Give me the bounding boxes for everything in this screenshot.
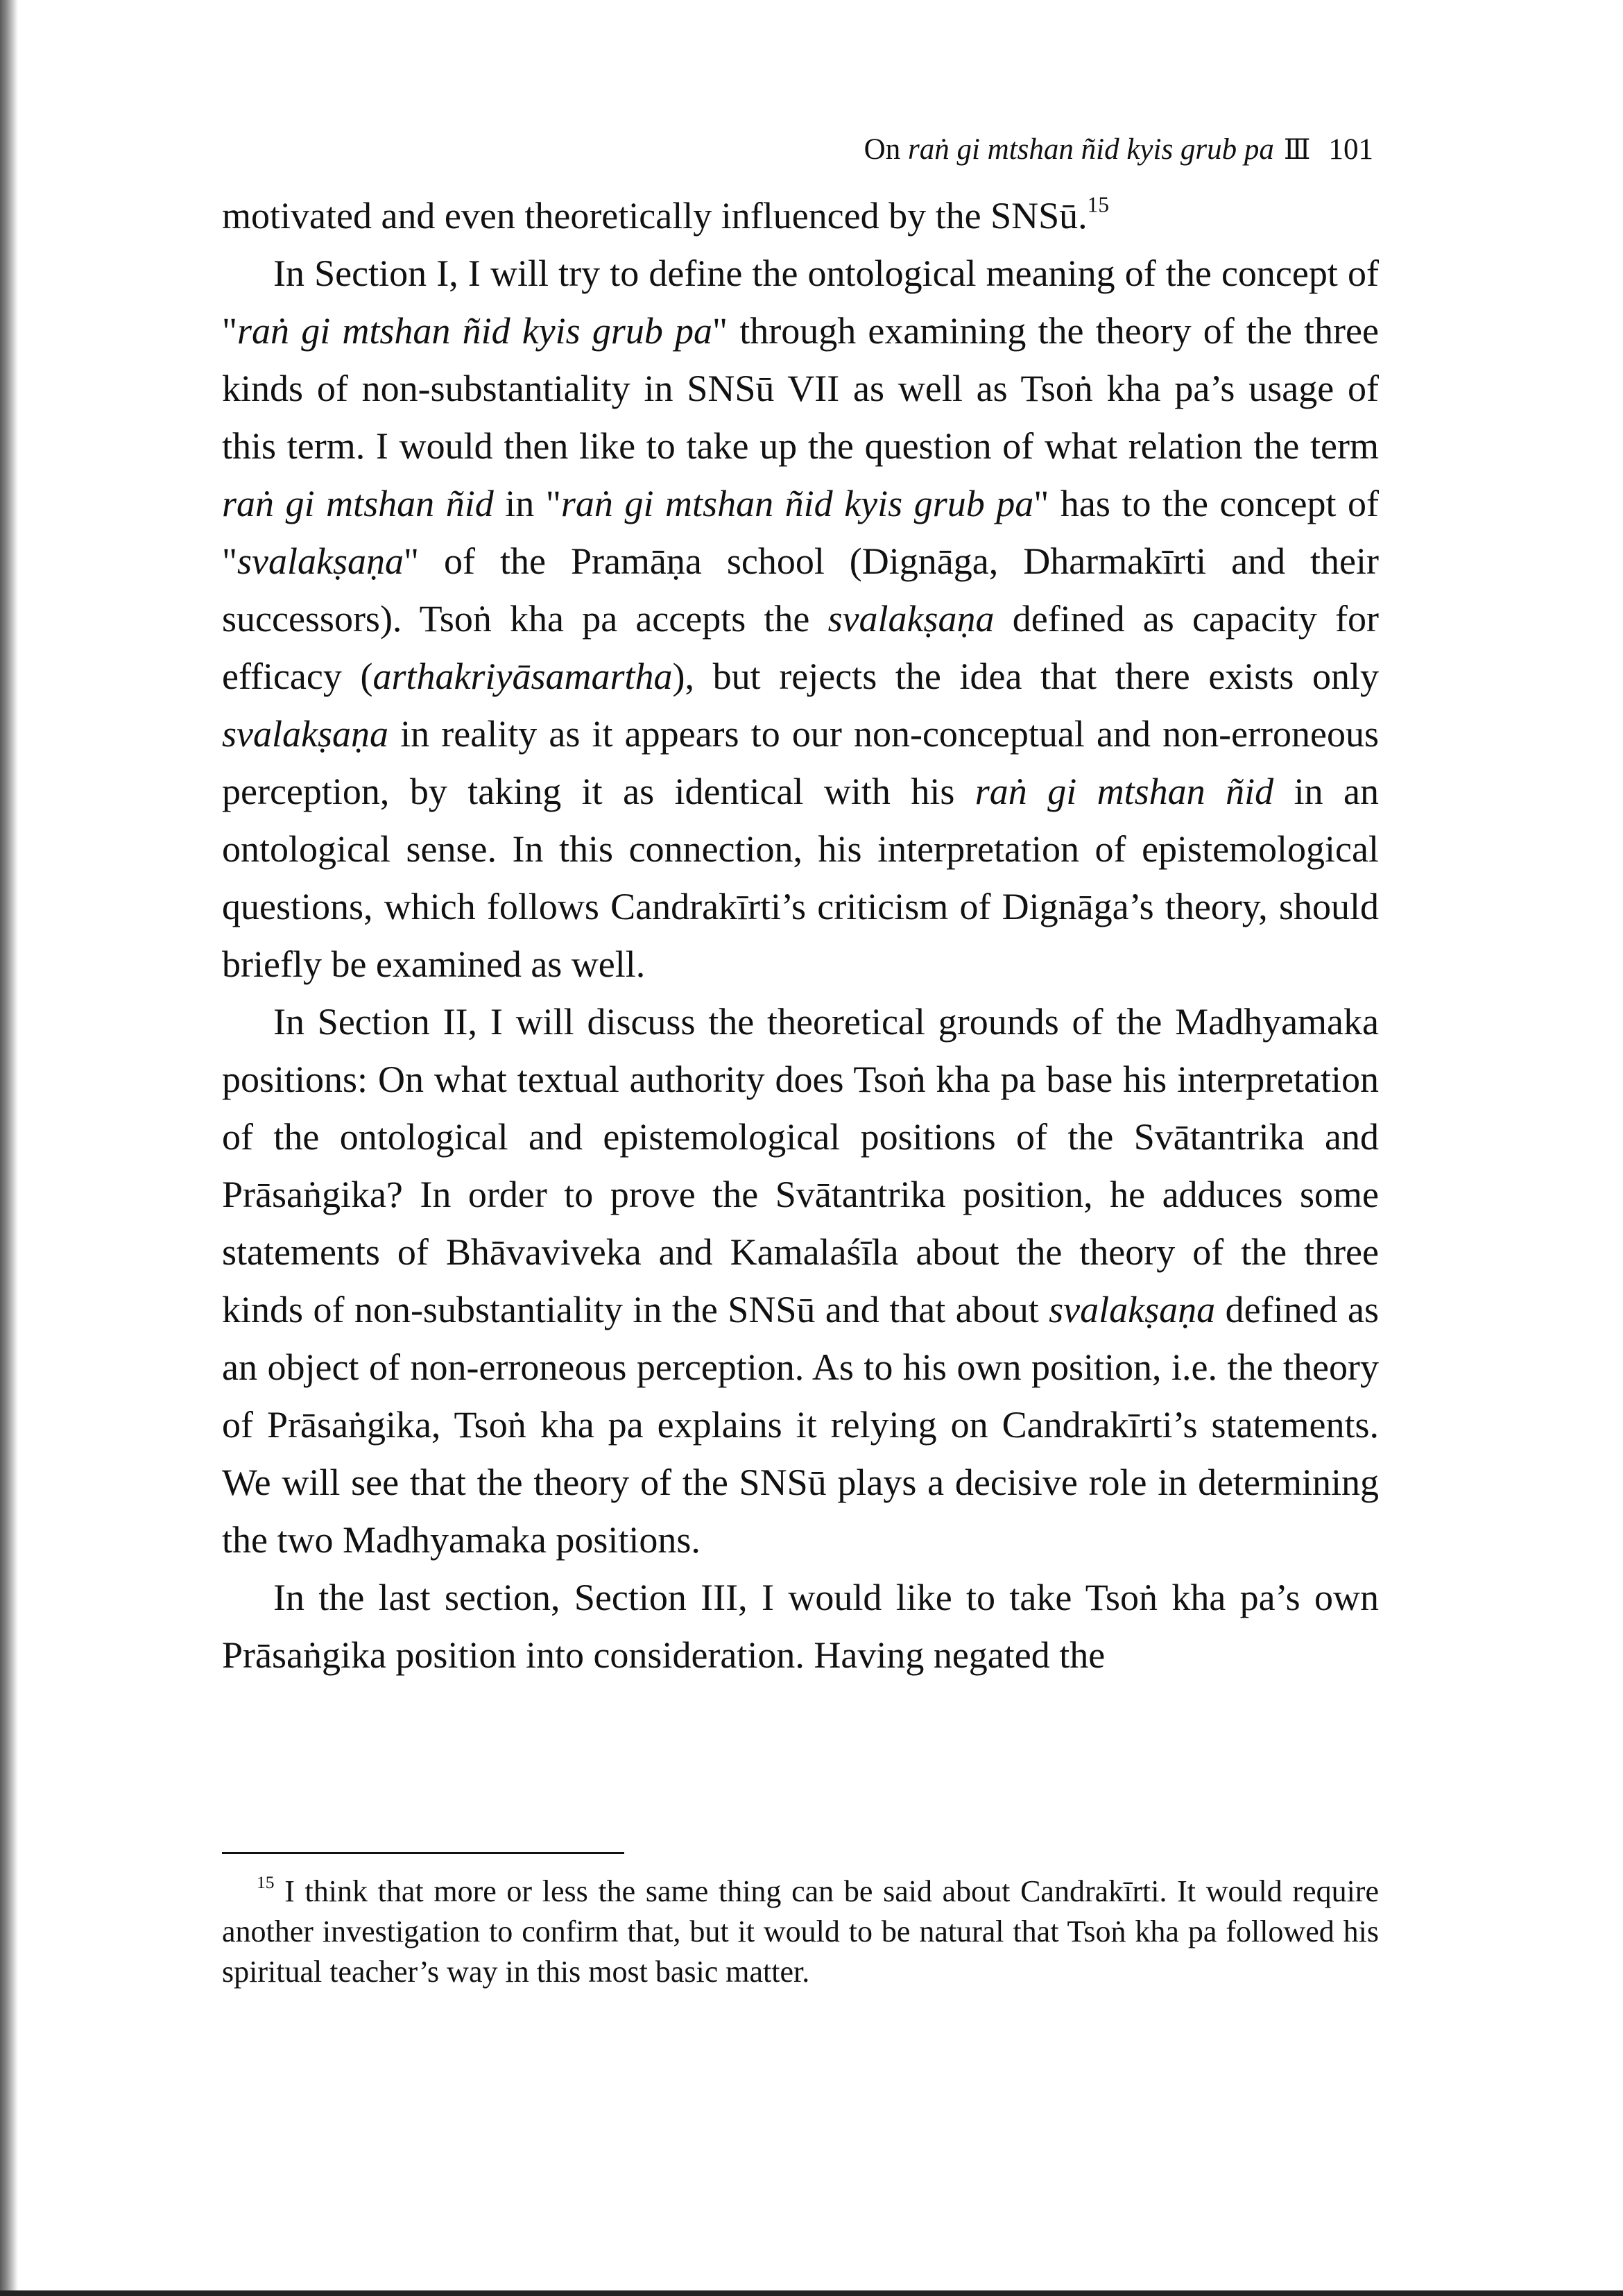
- text-run: In Section I, I will try to define the ontological meaning of the concept of ": [222, 252, 1379, 352]
- body-text: [222, 187, 1379, 1684]
- text-run: in reality as it appears to our non-conceptual and non-erroneous perception, by taking it as identical with his: [222, 713, 1379, 812]
- italic-term: svalakṣaṇa: [237, 540, 404, 582]
- footnote-number: 15: [257, 1871, 275, 1892]
- page-bottom-edge: [0, 2290, 1623, 2296]
- text-run: in ": [493, 483, 561, 524]
- footnote-text: I think that more or less the same thing can be said about Candrakīrti. It would require another investigation to confirm that, but it would to be natural that Tsoṅ kha pa followed his spiritual teacher’s way in this most basic matter.: [222, 1874, 1379, 1989]
- page-number: 101: [1328, 133, 1373, 166]
- text-run: " through examining the theory of the three kinds of non-substantiality in SNSū VII as well as Tsoṅ kha pa’s usage of this term. I would then like to take up the question of what relation the term: [222, 310, 1379, 467]
- footnote: [222, 1871, 1379, 1992]
- italic-term: arthakriyāsamartha: [372, 656, 673, 697]
- paragraph-section-three: [222, 1569, 1379, 1684]
- running-head: [864, 129, 1373, 171]
- paragraph-section-one: [222, 245, 1379, 993]
- italic-term: svalakṣaṇa: [222, 713, 388, 755]
- text-run: motivated and even theoretically influenced by the SNSū.: [222, 195, 1088, 237]
- paragraph-section-two: [222, 993, 1379, 1569]
- text-run: defined as an object of non-erroneous perception. As to his own position, i.e. the theory of Prāsaṅgika, Tsoṅ kha pa explains it relying on Candrakīrti’s statements. We will see that the theory of the SNSū plays a decisive role in determining the two Madhyamaka positions.: [222, 1289, 1379, 1561]
- italic-term: svalakṣaṇa: [1049, 1289, 1216, 1330]
- footnote-rule: [222, 1852, 624, 1854]
- text-run: in an ontological sense. In this connection, his interpretation of epistemological questions, which follows Candrakīrti’s criticism of Dignāga’s theory, should briefly be examined as well.: [222, 771, 1379, 985]
- italic-term: raṅ gi mtshan ñid kyis grub pa: [237, 310, 713, 352]
- text-run: " has to the concept of ": [222, 483, 1379, 582]
- running-head-title: raṅ gi mtshan ñid kyis grub pa: [907, 133, 1274, 166]
- page-binding-shadow: [0, 0, 18, 2296]
- italic-term: svalakṣaṇa: [827, 598, 995, 640]
- italic-term: raṅ gi mtshan ñid: [222, 483, 494, 524]
- running-head-prefix: On: [864, 133, 908, 166]
- italic-term: raṅ gi mtshan ñid: [974, 771, 1274, 812]
- footnote-15: [222, 1871, 1379, 1992]
- text-run: ), but rejects the idea that there exists only: [672, 656, 1379, 697]
- text-run: In the last section, Section III, I would like to take Tsoṅ kha pa’s own Prāsaṅgika position into consideration. Having negated the: [222, 1577, 1379, 1676]
- running-head-separator: Ⅲ: [1283, 134, 1311, 166]
- footnote-reference: 15: [1087, 192, 1109, 217]
- text-run: In Section II, I will discuss the theoretical grounds of the Madhyamaka positions: On what textual authority does Tsoṅ kha pa base his interpretation of the ontological and epistemological positions of the Svātantrika and Prāsaṅgika? In order to prove the Svātantrika position, he adduces some statements of Bhāvaviveka and Kamalaśīla about the theory of the three kinds of non-substantiality in the SNSū and that about: [222, 1001, 1379, 1330]
- text-run: " of the Pramāṇa school (Dignāga, Dharmakīrti and their successors). Tsoṅ kha pa accepts the: [222, 540, 1379, 640]
- italic-term: raṅ gi mtshan ñid kyis grub pa: [560, 483, 1034, 524]
- paragraph-continuation: [222, 187, 1379, 245]
- text-run: defined as capacity for efficacy (: [222, 598, 1379, 697]
